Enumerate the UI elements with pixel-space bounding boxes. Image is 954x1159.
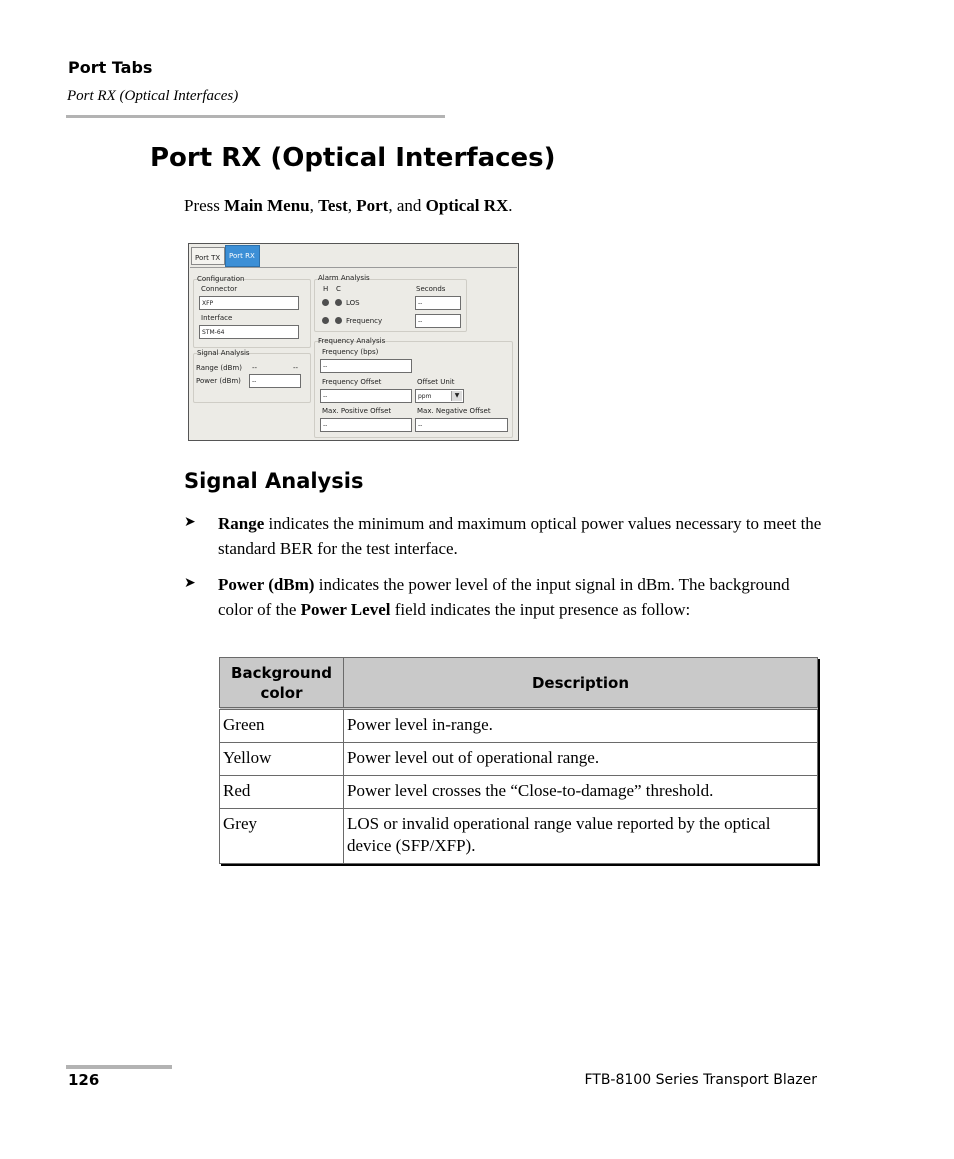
table-cell-description: Power level in-range. bbox=[344, 709, 818, 743]
los-current-led-icon bbox=[335, 299, 342, 306]
table-row bbox=[220, 709, 818, 743]
header-rule bbox=[66, 115, 445, 118]
table-row bbox=[220, 743, 818, 776]
power-bullet-text: Power (dBm) indicates the power level of the input signal in dBm. The background color of the Power Level field indicates the input presence as follow: bbox=[218, 575, 790, 619]
max-negative-offset-field[interactable]: -- bbox=[415, 418, 508, 432]
table-cell-color: Red bbox=[220, 776, 344, 809]
interface-field[interactable]: STM-64 bbox=[199, 325, 299, 339]
frequency-bps-label: Frequency (bps) bbox=[322, 348, 379, 356]
power-label: Power (dBm) bbox=[196, 377, 241, 385]
range-max-value: -- bbox=[293, 364, 299, 372]
range-term: Range bbox=[218, 514, 265, 533]
bullet-arrow-icon: ➤ bbox=[184, 576, 196, 591]
max-positive-offset-field[interactable]: -- bbox=[320, 418, 412, 432]
max-positive-offset-label: Max. Positive Offset bbox=[322, 407, 392, 415]
signal-analysis-heading: Signal Analysis bbox=[184, 469, 364, 493]
los-seconds-field[interactable]: -- bbox=[415, 296, 461, 310]
main-menu-term: Main Menu bbox=[224, 196, 310, 215]
frequency-current-led-icon bbox=[335, 317, 342, 324]
test-term: Test bbox=[318, 196, 348, 215]
optical-rx-term: Optical RX bbox=[425, 196, 509, 215]
frequency-bps-field[interactable]: -- bbox=[320, 359, 412, 373]
power-level-field[interactable]: -- bbox=[249, 374, 301, 388]
offset-unit-select[interactable] bbox=[415, 389, 464, 403]
table-header-description: Description bbox=[344, 658, 818, 709]
frequency-offset-label: Frequency Offset bbox=[322, 378, 382, 386]
table-cell-description: LOS or invalid operational range value reported by the optical device (SFP/XFP). bbox=[344, 809, 818, 864]
chevron-down-icon[interactable]: ▼ bbox=[451, 391, 462, 401]
power-term: Power (dBm) bbox=[218, 575, 315, 594]
port-term: Port bbox=[356, 196, 389, 215]
bullet-arrow-icon: ➤ bbox=[184, 515, 196, 530]
configuration-title: Configuration bbox=[197, 275, 245, 283]
page-title: Port RX (Optical Interfaces) bbox=[150, 143, 556, 173]
range-bullet-text: Range indicates the minimum and maximum optical power values necessary to meet the standard BER for the test interface. bbox=[218, 514, 822, 558]
offset-unit-value: ppm bbox=[418, 393, 432, 400]
footer-rule bbox=[66, 1065, 172, 1069]
table-row bbox=[220, 776, 818, 809]
connector-label: Connector bbox=[201, 285, 238, 293]
frequency-history-led-icon bbox=[322, 317, 329, 324]
port-rx-screenshot bbox=[188, 243, 519, 441]
table-header-background-color: Background color bbox=[220, 658, 344, 709]
tab-port-rx[interactable]: Port RX bbox=[225, 245, 260, 267]
range-min-value: -- bbox=[252, 364, 258, 372]
interface-label: Interface bbox=[201, 314, 233, 322]
alarm-analysis-title: Alarm Analysis bbox=[318, 274, 370, 282]
table-cell-color: Yellow bbox=[220, 743, 344, 776]
current-label: C bbox=[336, 285, 341, 293]
power-level-term: Power Level bbox=[300, 600, 391, 619]
table-cell-color: Green bbox=[220, 709, 344, 743]
page-number: 126 bbox=[68, 1071, 100, 1089]
table-row bbox=[220, 809, 818, 864]
footer-product-title: FTB-8100 Series Transport Blazer bbox=[584, 1072, 817, 1088]
table-header-row bbox=[220, 658, 818, 709]
connector-field[interactable]: XFP bbox=[199, 296, 299, 310]
tab-port-tx[interactable]: Port TX bbox=[191, 247, 225, 265]
range-label: Range (dBm) bbox=[196, 364, 242, 372]
history-label: H bbox=[323, 285, 329, 293]
running-header-section: Port RX (Optical Interfaces) bbox=[67, 88, 239, 104]
table-cell-color: Grey bbox=[220, 809, 344, 864]
frequency-offset-field[interactable]: -- bbox=[320, 389, 412, 403]
table-cell-description: Power level crosses the “Close-to-damage” threshold. bbox=[344, 776, 818, 809]
signal-analysis-title: Signal Analysis bbox=[197, 349, 250, 357]
seconds-label: Seconds bbox=[416, 285, 446, 293]
background-color-table bbox=[219, 657, 818, 864]
max-negative-offset-label: Max. Negative Offset bbox=[417, 407, 491, 415]
frequency-analysis-title: Frequency Analysis bbox=[318, 337, 386, 345]
tab-divider bbox=[190, 267, 517, 268]
los-history-led-icon bbox=[322, 299, 329, 306]
table-cell-description: Power level out of operational range. bbox=[344, 743, 818, 776]
offset-unit-label: Offset Unit bbox=[417, 378, 455, 386]
intro-paragraph: Press Main Menu, Test, Port, and Optical RX. bbox=[184, 196, 513, 215]
frequency-alarm-label: Frequency bbox=[346, 317, 383, 325]
los-label: LOS bbox=[346, 299, 360, 307]
running-header-chapter: Port Tabs bbox=[68, 58, 153, 77]
frequency-seconds-field[interactable]: -- bbox=[415, 314, 461, 328]
